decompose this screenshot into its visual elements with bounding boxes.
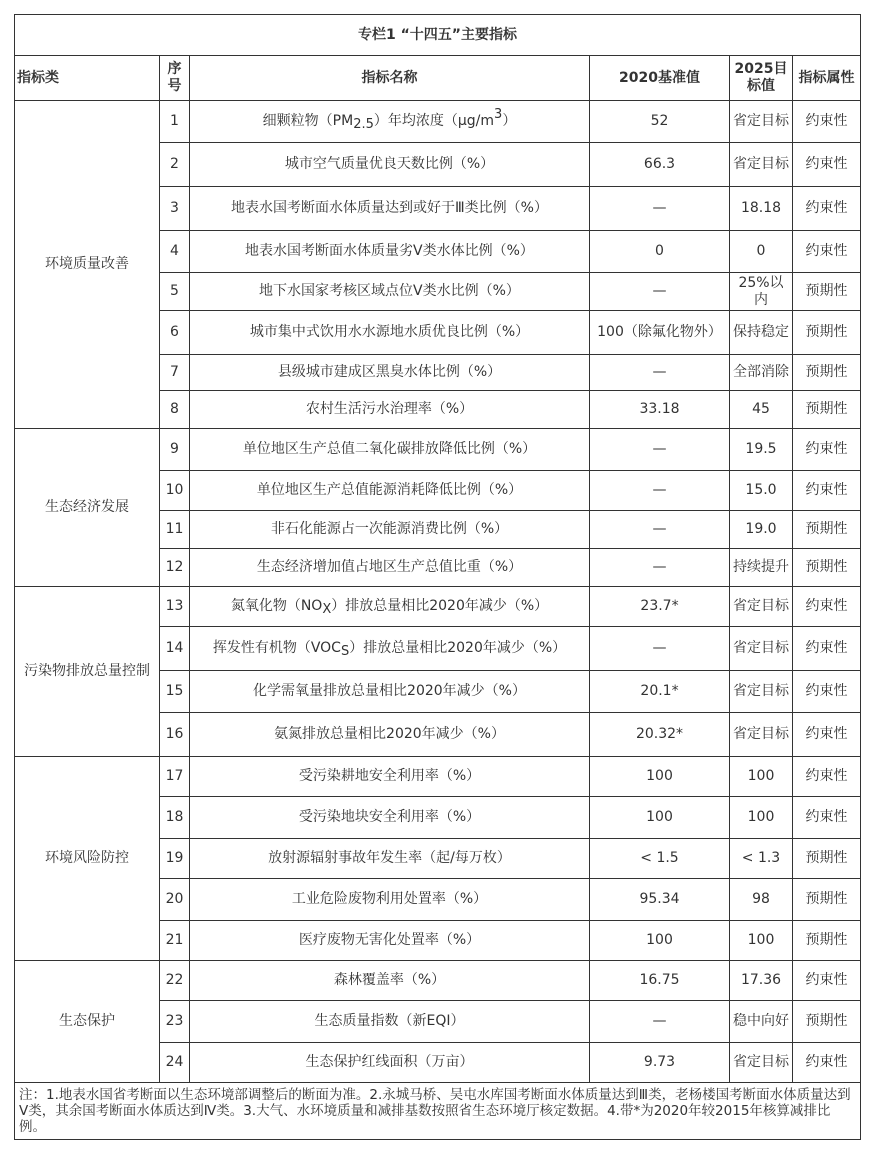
attribute-cell: 约束性 bbox=[793, 713, 861, 757]
target-value-cell: 45 bbox=[730, 391, 793, 429]
row-number-cell: 12 bbox=[160, 549, 190, 587]
base-value-cell: 33.18 bbox=[590, 391, 730, 429]
name-part-sup: 3 bbox=[494, 107, 503, 122]
name-part-post: ）排放总量相比2020年减少（%） bbox=[349, 640, 567, 656]
note-row bbox=[15, 1083, 861, 1140]
target-value-cell: 100 bbox=[730, 921, 793, 961]
header-attr: 指标属性 bbox=[793, 56, 861, 101]
base-value-cell: 52 bbox=[590, 101, 730, 143]
header-row bbox=[15, 56, 861, 101]
header-no: 序号 bbox=[160, 56, 190, 101]
row-number-cell: 1 bbox=[160, 101, 190, 143]
table-row bbox=[15, 587, 861, 627]
base-value-cell: 95.34 bbox=[590, 879, 730, 921]
indicator-name-cell: 生态质量指数（新EQI） bbox=[190, 1001, 590, 1043]
indicator-name-cell: 医疗废物无害化处置率（%） bbox=[190, 921, 590, 961]
attribute-cell: 约束性 bbox=[793, 471, 861, 511]
indicator-name-cell: 地下水国家考核区域点位Ⅴ类水比例（%） bbox=[190, 273, 590, 311]
attribute-cell: 约束性 bbox=[793, 187, 861, 231]
attribute-cell: 约束性 bbox=[793, 429, 861, 471]
target-value-cell: 0 bbox=[730, 231, 793, 273]
target-value-cell: 19.5 bbox=[730, 429, 793, 471]
header-base: 2020基准值 bbox=[590, 56, 730, 101]
base-value-cell: 0 bbox=[590, 231, 730, 273]
attribute-cell: 约束性 bbox=[793, 961, 861, 1001]
attribute-cell: 约束性 bbox=[793, 627, 861, 671]
target-value-cell: 全部消除 bbox=[730, 355, 793, 391]
row-number-cell: 2 bbox=[160, 143, 190, 187]
row-number-cell: 3 bbox=[160, 187, 190, 231]
row-number-cell: 20 bbox=[160, 879, 190, 921]
indicator-name-cell bbox=[190, 101, 590, 143]
indicator-name-cell: 县级城市建成区黑臭水体比例（%） bbox=[190, 355, 590, 391]
name-part-pre: 氮氧化物（NO bbox=[230, 598, 323, 614]
row-number-cell: 6 bbox=[160, 311, 190, 355]
row-number-cell: 24 bbox=[160, 1043, 190, 1083]
target-value-cell: 持续提升 bbox=[730, 549, 793, 587]
base-value-cell: — bbox=[590, 355, 730, 391]
target-value-cell: 98 bbox=[730, 879, 793, 921]
name-part-mid: ）年均浓度（μg/m bbox=[373, 113, 495, 129]
attribute-cell: 预期性 bbox=[793, 273, 861, 311]
target-value-cell: 保持稳定 bbox=[730, 311, 793, 355]
row-number-cell: 14 bbox=[160, 627, 190, 671]
target-value-cell: 100 bbox=[730, 757, 793, 797]
row-number-cell: 19 bbox=[160, 839, 190, 879]
attribute-cell: 约束性 bbox=[793, 587, 861, 627]
name-part-post: ）排放总量相比2020年减少（%） bbox=[331, 598, 549, 614]
attribute-cell: 预期性 bbox=[793, 311, 861, 355]
target-value-cell: 省定目标 bbox=[730, 671, 793, 713]
base-value-cell: 100（除氟化物外） bbox=[590, 311, 730, 355]
base-value-cell: 9.73 bbox=[590, 1043, 730, 1083]
category-cell: 环境质量改善 bbox=[15, 101, 160, 429]
target-value-cell: 19.0 bbox=[730, 511, 793, 549]
indicator-name-cell bbox=[190, 587, 590, 627]
category-cell: 生态保护 bbox=[15, 961, 160, 1083]
attribute-cell: 约束性 bbox=[793, 1043, 861, 1083]
row-number-cell: 9 bbox=[160, 429, 190, 471]
attribute-cell: 预期性 bbox=[793, 511, 861, 549]
target-value-cell: 15.0 bbox=[730, 471, 793, 511]
row-number-cell: 23 bbox=[160, 1001, 190, 1043]
attribute-cell: 约束性 bbox=[793, 671, 861, 713]
indicator-name-cell: 放射源辐射事故年发生率（起/每万枚） bbox=[190, 839, 590, 879]
name-part-sub: S bbox=[340, 644, 350, 659]
name-part-pre: 细颗粒物（PM bbox=[262, 113, 354, 129]
base-value-cell: 100 bbox=[590, 757, 730, 797]
table-row bbox=[15, 961, 861, 1001]
base-value-cell: < 1.5 bbox=[590, 839, 730, 879]
indicator-name-cell: 地表水国考断面水体质量劣Ⅴ类水体比例（%） bbox=[190, 231, 590, 273]
target-value-cell: 25%以内 bbox=[730, 273, 793, 311]
row-number-cell: 11 bbox=[160, 511, 190, 549]
row-number-cell: 10 bbox=[160, 471, 190, 511]
indicator-name-cell: 生态保护红线面积（万亩） bbox=[190, 1043, 590, 1083]
header-name: 指标名称 bbox=[190, 56, 590, 101]
base-value-cell: 23.7* bbox=[590, 587, 730, 627]
target-value-cell: 省定目标 bbox=[730, 101, 793, 143]
name-part-pre: 挥发性有机物（VOC bbox=[212, 640, 341, 656]
base-value-cell: — bbox=[590, 549, 730, 587]
attribute-cell: 预期性 bbox=[793, 391, 861, 429]
table-row bbox=[15, 101, 861, 143]
target-value-cell: 100 bbox=[730, 797, 793, 839]
row-number-cell: 5 bbox=[160, 273, 190, 311]
indicator-name-cell: 非石化能源占一次能源消费比例（%） bbox=[190, 511, 590, 549]
name-part-sub: 2.5 bbox=[353, 117, 374, 132]
base-value-cell: — bbox=[590, 511, 730, 549]
row-number-cell: 21 bbox=[160, 921, 190, 961]
row-number-cell: 4 bbox=[160, 231, 190, 273]
attribute-cell: 预期性 bbox=[793, 839, 861, 879]
attribute-cell: 约束性 bbox=[793, 757, 861, 797]
indicator-name-cell bbox=[190, 627, 590, 671]
indicator-name-cell: 化学需氧量排放总量相比2020年减少（%） bbox=[190, 671, 590, 713]
attribute-cell: 预期性 bbox=[793, 549, 861, 587]
target-value-cell: 稳中向好 bbox=[730, 1001, 793, 1043]
base-value-cell: 100 bbox=[590, 797, 730, 839]
attribute-cell: 预期性 bbox=[793, 355, 861, 391]
target-value-cell: 省定目标 bbox=[730, 627, 793, 671]
row-number-cell: 17 bbox=[160, 757, 190, 797]
name-part-post: ） bbox=[502, 113, 517, 129]
indicator-name-cell: 农村生活污水治理率（%） bbox=[190, 391, 590, 429]
indicator-name-cell: 森林覆盖率（%） bbox=[190, 961, 590, 1001]
row-number-cell: 8 bbox=[160, 391, 190, 429]
indicator-name-cell: 受污染耕地安全利用率（%） bbox=[190, 757, 590, 797]
indicator-name-cell: 受污染地块安全利用率（%） bbox=[190, 797, 590, 839]
attribute-cell: 约束性 bbox=[793, 101, 861, 143]
attribute-cell: 预期性 bbox=[793, 879, 861, 921]
indicator-name-cell: 单位地区生产总值二氧化碳排放降低比例（%） bbox=[190, 429, 590, 471]
attribute-cell: 预期性 bbox=[793, 1001, 861, 1043]
table-title: 专栏1 “十四五”主要指标 bbox=[15, 15, 861, 56]
indicator-name-cell: 工业危险废物利用处置率（%） bbox=[190, 879, 590, 921]
base-value-cell: 20.32* bbox=[590, 713, 730, 757]
name-part-sub: X bbox=[322, 602, 332, 617]
target-value-cell: < 1.3 bbox=[730, 839, 793, 879]
attribute-cell: 预期性 bbox=[793, 921, 861, 961]
target-value-cell: 省定目标 bbox=[730, 143, 793, 187]
row-number-cell: 16 bbox=[160, 713, 190, 757]
base-value-cell: 100 bbox=[590, 921, 730, 961]
base-value-cell: 16.75 bbox=[590, 961, 730, 1001]
target-value-cell: 18.18 bbox=[730, 187, 793, 231]
base-value-cell: — bbox=[590, 1001, 730, 1043]
category-cell: 污染物排放总量控制 bbox=[15, 587, 160, 757]
base-value-cell: 66.3 bbox=[590, 143, 730, 187]
category-cell: 生态经济发展 bbox=[15, 429, 160, 587]
header-category: 指标类 bbox=[15, 56, 160, 101]
target-value-cell: 17.36 bbox=[730, 961, 793, 1001]
attribute-cell: 约束性 bbox=[793, 797, 861, 839]
target-value-cell: 省定目标 bbox=[730, 587, 793, 627]
table-row bbox=[15, 429, 861, 471]
indicator-name-cell: 单位地区生产总值能源消耗降低比例（%） bbox=[190, 471, 590, 511]
base-value-cell: 20.1* bbox=[590, 671, 730, 713]
indicator-table bbox=[14, 14, 861, 1140]
indicator-name-cell: 城市集中式饮用水水源地水质优良比例（%） bbox=[190, 311, 590, 355]
row-number-cell: 13 bbox=[160, 587, 190, 627]
base-value-cell: — bbox=[590, 273, 730, 311]
indicator-name-cell: 城市空气质量优良天数比例（%） bbox=[190, 143, 590, 187]
category-cell: 环境风险防控 bbox=[15, 757, 160, 961]
indicator-name-cell: 氨氮排放总量相比2020年减少（%） bbox=[190, 713, 590, 757]
indicator-name-cell: 地表水国考断面水体质量达到或好于Ⅲ类比例（%） bbox=[190, 187, 590, 231]
base-value-cell: — bbox=[590, 429, 730, 471]
indicator-name-cell: 生态经济增加值占地区生产总值比重（%） bbox=[190, 549, 590, 587]
attribute-cell: 约束性 bbox=[793, 143, 861, 187]
base-value-cell: — bbox=[590, 627, 730, 671]
row-number-cell: 7 bbox=[160, 355, 190, 391]
row-number-cell: 15 bbox=[160, 671, 190, 713]
table-row bbox=[15, 757, 861, 797]
base-value-cell: — bbox=[590, 187, 730, 231]
target-value-cell: 省定目标 bbox=[730, 713, 793, 757]
attribute-cell: 约束性 bbox=[793, 231, 861, 273]
row-number-cell: 22 bbox=[160, 961, 190, 1001]
table-note: 注：1.地表水国省考断面以生态环境部调整后的断面为准。2.永城马桥、吴屯水库国考断面水体质量达到Ⅲ类，老杨楼国考断面水体质量达到Ⅴ类，其余国考断面水体质达到Ⅳ类。3.大气、水环境质量和减排基数按照省生态环境厅核定数据。4.带*为2020年较2015年核算减排比例。 bbox=[15, 1083, 861, 1140]
row-number-cell: 18 bbox=[160, 797, 190, 839]
header-target: 2025目标值 bbox=[730, 56, 793, 101]
target-value-cell: 省定目标 bbox=[730, 1043, 793, 1083]
base-value-cell: — bbox=[590, 471, 730, 511]
